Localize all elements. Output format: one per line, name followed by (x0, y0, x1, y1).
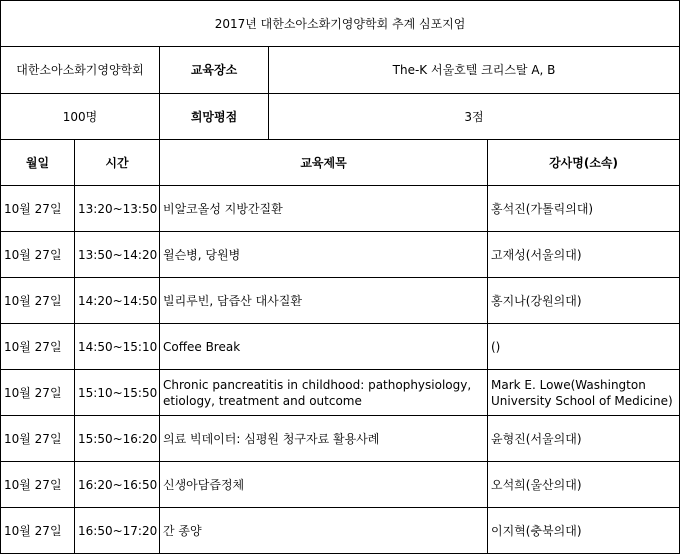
title-row (1, 1, 680, 47)
date-cell: 10월 27일 (1, 232, 75, 278)
table-row (1, 370, 680, 416)
table-row (1, 324, 680, 370)
organizer-cell: 대한소아소화기영양학회 (1, 47, 160, 94)
table-row (1, 232, 680, 278)
date-cell: 10월 27일 (1, 186, 75, 232)
table-row (1, 462, 680, 508)
time-cell: 13:20~13:50 (75, 186, 160, 232)
time-cell: 15:50~16:20 (75, 416, 160, 462)
speaker-cell: () (488, 324, 680, 370)
table-row (1, 278, 680, 324)
rating-row (1, 94, 680, 140)
date-cell: 10월 27일 (1, 278, 75, 324)
speaker-cell: 고재성(서울의대) (488, 232, 680, 278)
topic-cell: 빌리루빈, 담즙산 대사질환 (160, 278, 488, 324)
page-title: 2017년 대한소아소화기영양학회 추계 심포지엄 (1, 1, 680, 47)
header-date: 월일 (1, 140, 75, 186)
speaker-cell: 윤형진(서울의대) (488, 416, 680, 462)
date-cell: 10월 27일 (1, 462, 75, 508)
table-row (1, 508, 680, 554)
topic-cell: 간 종양 (160, 508, 488, 554)
capacity-cell: 100명 (1, 94, 160, 140)
topic-cell: 윌슨병, 당원병 (160, 232, 488, 278)
time-cell: 16:50~17:20 (75, 508, 160, 554)
venue-label: 교육장소 (160, 47, 269, 94)
time-cell: 14:50~15:10 (75, 324, 160, 370)
topic-cell: 비알코올성 지방간질환 (160, 186, 488, 232)
time-cell: 14:20~14:50 (75, 278, 160, 324)
speaker-cell: 이지혁(충북의대) (488, 508, 680, 554)
table-row (1, 416, 680, 462)
time-cell: 16:20~16:50 (75, 462, 160, 508)
rating-label: 희망평점 (160, 94, 269, 140)
speaker-cell: 오석희(울산의대) (488, 462, 680, 508)
topic-cell: Chronic pancreatitis in childhood: pathophysiology, etiology, treatment and outcome (160, 370, 488, 416)
topic-cell: 의료 빅데이터: 심평원 청구자료 활용사례 (160, 416, 488, 462)
speaker-cell: Mark E. Lowe(Washington University School of Medicine) (488, 370, 680, 416)
header-speaker: 강사명(소속) (488, 140, 680, 186)
header-topic: 교육제목 (160, 140, 488, 186)
date-cell: 10월 27일 (1, 416, 75, 462)
column-header-row (1, 140, 680, 186)
time-cell: 15:10~15:50 (75, 370, 160, 416)
speaker-cell: 홍석진(가톨릭의대) (488, 186, 680, 232)
speaker-cell: 홍지나(강원의대) (488, 278, 680, 324)
venue-row (1, 47, 680, 94)
date-cell: 10월 27일 (1, 324, 75, 370)
date-cell: 10월 27일 (1, 508, 75, 554)
time-cell: 13:50~14:20 (75, 232, 160, 278)
rating-value: 3점 (269, 94, 680, 140)
topic-cell: 신생아담즙정체 (160, 462, 488, 508)
table-row (1, 186, 680, 232)
header-time: 시간 (75, 140, 160, 186)
date-cell: 10월 27일 (1, 370, 75, 416)
venue-value: The-K 서울호텔 크리스탈 A, B (269, 47, 680, 94)
topic-cell: Coffee Break (160, 324, 488, 370)
